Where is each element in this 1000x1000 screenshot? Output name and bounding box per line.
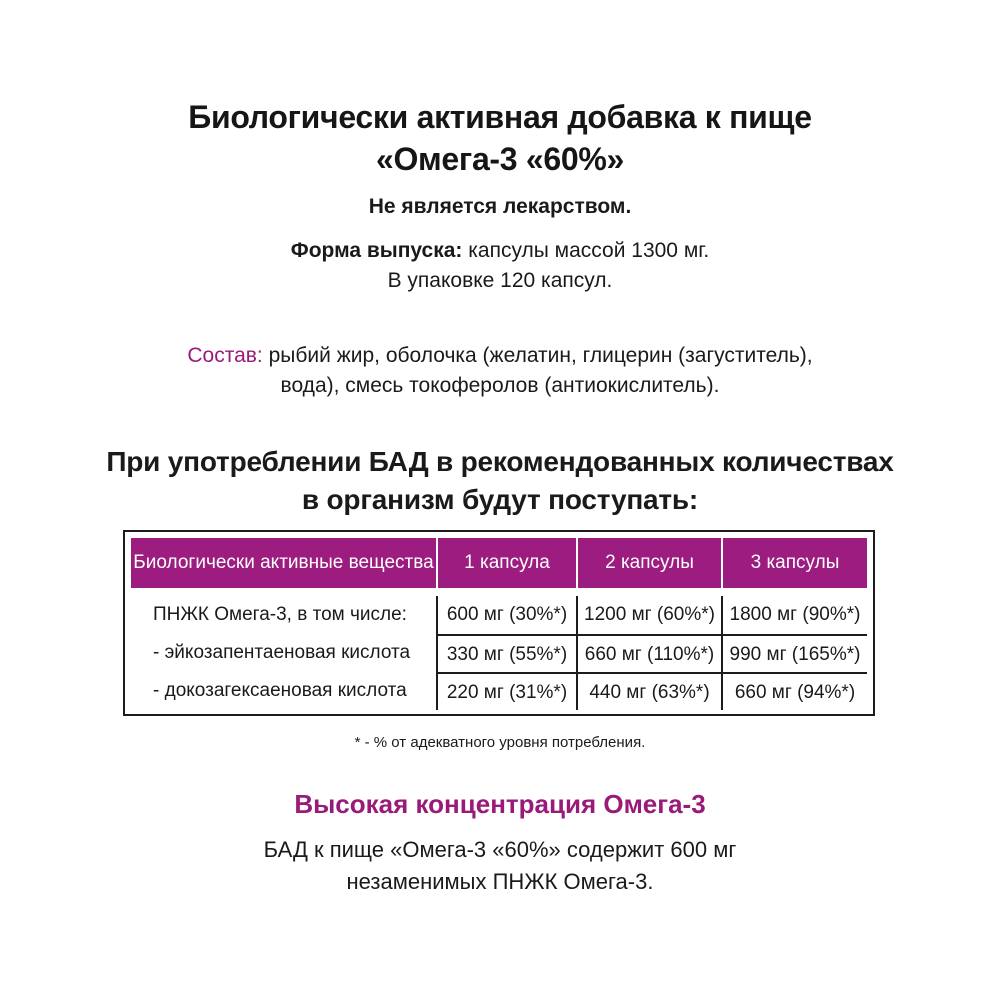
- cell-3-capsules: 1800 мг (90%*): [721, 596, 867, 634]
- header-substances: Биологически активные вещества: [133, 552, 434, 573]
- composition-label: Состав:: [187, 344, 263, 367]
- description-line-2: незаменимых ПНЖК Омега-3.: [346, 869, 654, 894]
- composition: [0, 341, 1000, 401]
- release-form-text-1: капсулы массой 1300 мг.: [462, 239, 710, 262]
- row-label: - докозагексаеновая кислота: [153, 680, 407, 701]
- not-medicine-notice: Не является лекарством.: [368, 195, 632, 218]
- description: [0, 834, 1000, 898]
- release-form-text-2: В упаковке 120 капсул.: [387, 269, 613, 292]
- nutrient-table-header: [131, 538, 867, 588]
- nutrient-table-body: [131, 596, 867, 710]
- table-row: [131, 596, 867, 634]
- product-title: [0, 96, 1000, 180]
- cell-2-capsules: 660 мг (110%*): [576, 634, 721, 672]
- header-3-capsules: 3 капсулы: [721, 538, 867, 588]
- header-1-capsule: 1 капсула: [436, 538, 576, 588]
- product-title-line-2: «Омега-3 «60%»: [375, 141, 625, 177]
- intake-heading: [0, 443, 1000, 519]
- release-form: [0, 236, 1000, 296]
- table-row: [131, 634, 867, 672]
- nutrient-table: [123, 530, 875, 716]
- cell-1-capsule: 330 мг (55%*): [436, 634, 576, 672]
- cell-2-capsules: 1200 мг (60%*): [576, 596, 721, 634]
- cell-3-capsules: 660 мг (94%*): [721, 672, 867, 710]
- intake-heading-line-2: в организм будут поступать:: [301, 484, 699, 515]
- cell-3-capsules: 990 мг (165%*): [721, 634, 867, 672]
- row-label: - эйкозапентаеновая кислота: [153, 642, 411, 663]
- cell-1-capsule: 220 мг (31%*): [436, 672, 576, 710]
- table-row: [131, 672, 867, 710]
- composition-text-1: рыбий жир, оболочка (желатин, глицерин (загуститель),: [262, 344, 813, 367]
- product-title-line-1: Биологически активная добавка к пище: [188, 99, 812, 135]
- concentration-heading: Высокая концентрация Омега-3: [294, 789, 706, 819]
- cell-1-capsule: 600 мг (30%*): [436, 596, 576, 634]
- row-label: ПНЖК Омега-3, в том числе:: [153, 604, 407, 625]
- footnote: * - % от адекватного уровня потребления.: [354, 734, 646, 751]
- description-line-1: БАД к пище «Омега-3 «60%» содержит 600 мг: [263, 837, 737, 862]
- intake-heading-line-1: При употреблении БАД в рекомендованных количествах: [106, 446, 894, 477]
- header-2-capsules: 2 капсулы: [576, 538, 721, 588]
- cell-2-capsules: 440 мг (63%*): [576, 672, 721, 710]
- composition-text-2: вода), смесь токоферолов (антиокислитель).: [280, 374, 720, 397]
- release-form-label: Форма выпуска:: [290, 239, 463, 262]
